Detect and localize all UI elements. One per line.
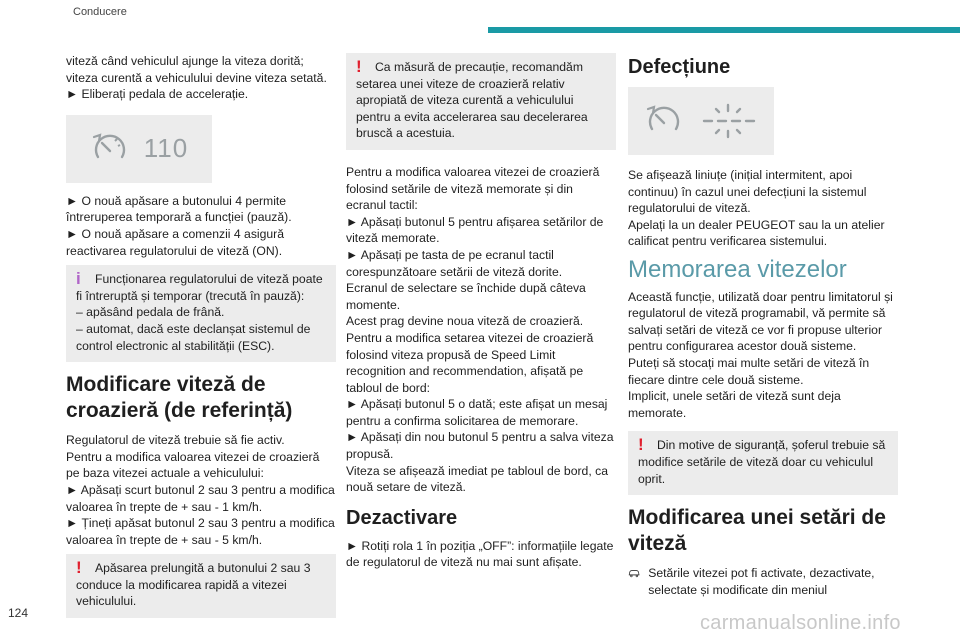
paragraph: Implicit, unele setări de viteză sunt deja memorate. — [628, 389, 841, 420]
paragraph: Pentru a modifica valoarea vitezei de croazieră folosind setările de viteză memorate și din ecranul tactil: — [346, 164, 600, 213]
step: ► Apăsați din nou butonul 5 pentru a salva viteza propusă. — [346, 430, 614, 462]
step: ► O nouă apăsare a comenzii 4 asigură reactivarea regulatorului de viteză (ON). — [66, 226, 285, 258]
paragraph: Acest prag devine noua viteză de croazieră. — [346, 314, 584, 329]
car-icon — [628, 565, 640, 581]
car-note — [628, 565, 898, 598]
column-3 — [628, 53, 898, 598]
section-heading: Dezactivare — [346, 506, 458, 529]
paragraph: Pentru a modifica setarea vitezei de croazieră folosind viteza propusă de Speed Limit recognition and recommendation, afișată pe tabloul de bord: — [346, 330, 594, 395]
section-heading: Defecțiune — [628, 56, 731, 78]
note-text: Din motive de siguranță, șoferul trebuie să modifice setările de viteză doar cu vehiculul oprit. — [638, 438, 886, 486]
column-1 — [66, 53, 336, 624]
step: ► Țineți apăsat butonul 2 sau 3 pentru a modifica valoarea în trepte de + sau - 5 km/h. — [66, 516, 335, 547]
paragraph: Setările vitezei pot fi activate, dezactivate, selectate și modificate din meniul — [648, 566, 875, 597]
info-icon: i — [76, 269, 81, 289]
step: ► Apăsați scurt butonul 2 sau 3 pentru a modifica valoarea în trepte de + sau - 1 km/h. — [66, 482, 335, 514]
paragraph: Viteza se afișează imediat pe tabloul de bord, ca nouă setare de viteză. — [346, 463, 608, 495]
fault-display-illustration — [628, 87, 774, 155]
paragraph: Puteți să stocați mai multe setări de viteză în fiecare dintre cele două sisteme. — [628, 355, 870, 387]
step: ► Apăsați butonul 5 pentru afișarea setărilor de viteză memorate. — [346, 214, 604, 246]
paragraph: Această funcție, utilizată doar pentru limitatorul și regulatorul de viteză programabil, vă permite să salvați setări de viteză ce vor fi propuse ulterior pentru configurarea acestor două sisteme. — [628, 289, 893, 354]
section-heading: Modificarea unei setări de viteză — [628, 506, 886, 556]
warning-note — [66, 554, 336, 618]
warning-note — [346, 53, 616, 150]
paragraph: viteză când vehiculul ajunge la viteza dorită; viteza curentă a vehiculului devine viteza setată. — [66, 54, 327, 85]
paragraph: Pentru a modifica valoarea vitezei de croazieră pe baza vitezei actuale a vehiculului: — [66, 449, 320, 481]
step: ► O nouă apăsare a butonului 4 permite întreruperea temporară a funcției (pauză). — [66, 193, 292, 225]
warning-icon: ! — [76, 558, 82, 578]
note-text: Funcționarea regulatorului de viteză poate fi întreruptă și temporar (trecută în pauză): — [76, 272, 323, 303]
speedometer-icon — [90, 129, 130, 169]
step: ► Apăsați pe tasta de pe ecranul tactil corespunzătoare setării de viteză dorite. — [346, 247, 563, 279]
paragraph: Apelați la un dealer PEUGEOT sau la un atelier calificat pentru verificarea sistemului. — [628, 217, 885, 249]
dashes-icon — [698, 101, 758, 141]
note-text: Ca măsură de precauție, recomandăm setarea unei viteze de croazieră relativ apropiată de viteza curentă a vehiculului pentru a evita accelerarea sau decelerarea bruscă a acestuia. — [356, 60, 588, 141]
chapter-heading: Memorarea vitezelor — [628, 255, 847, 283]
step: ► Rotiți rola 1 în poziția „OFF”: informațiile legate de regulatorul de viteză nu mai sunt afișate. — [346, 538, 614, 570]
step: ► Apăsați butonul 5 o dată; este afișat un mesaj pentru a confirma solicitarea de memorare. — [346, 397, 608, 428]
note-text: Apăsarea prelungită a butonului 2 sau 3 conduce la modificarea rapidă a vitezei vehiculului. — [76, 561, 311, 609]
paragraph: Se afișează liniuțe (inițial intermitent, apoi continuu) în cazul unei defecțiuni la sistemul regulatorului de viteză. — [628, 168, 867, 216]
cruise-display-illustration — [66, 115, 212, 183]
watermark: carmanualsonline.info — [700, 612, 901, 634]
speedometer-icon — [644, 101, 684, 141]
note-item: – apăsând pedala de frână. — [76, 305, 225, 320]
warning-icon: ! — [638, 435, 644, 455]
header-accent-bar — [488, 27, 960, 33]
warning-icon: ! — [356, 57, 362, 76]
speed-value: 110 — [143, 133, 189, 164]
page-number: 124 — [8, 606, 29, 620]
note-item: – automat, dacă este declanșat sistemul de control electronic al stabilității (ESC). — [76, 321, 311, 353]
paragraph: Regulatorul de viteză trebuie să fie activ. — [66, 433, 285, 448]
section-header: Conducere — [73, 6, 127, 18]
column-2 — [346, 53, 616, 571]
paragraph: Ecranul de selectare se închide după câteva momente. — [346, 281, 586, 312]
warning-note — [628, 431, 898, 495]
info-note — [66, 265, 336, 362]
step: ► Eliberați pedala de accelerație. — [66, 87, 249, 102]
section-heading: Modificare viteză de croazieră (de referință) — [66, 373, 293, 423]
